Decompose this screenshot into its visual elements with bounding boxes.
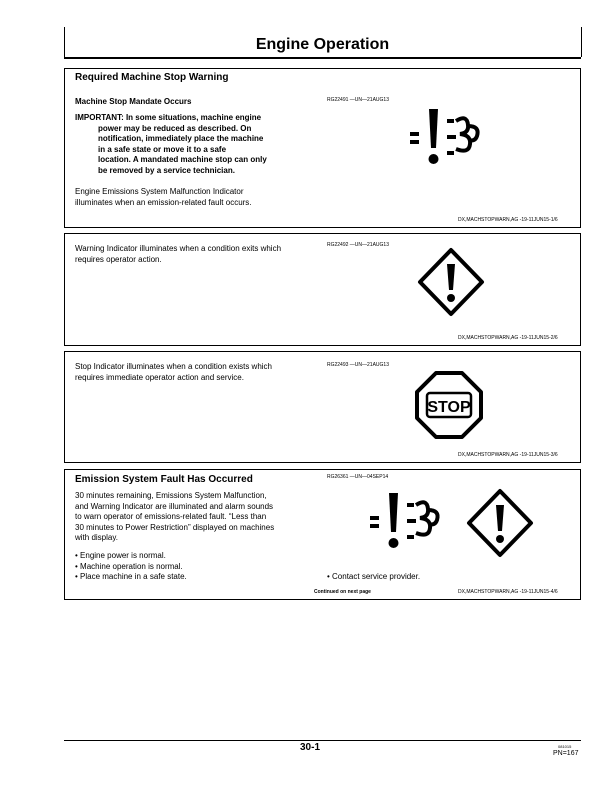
image-ref: RG22491 —UN—21AUG13 (327, 97, 389, 103)
part-number: PN=167 (553, 750, 579, 757)
body-line-1: Warning Indicator illuminates when a condition exits which (75, 244, 282, 253)
body-line-3: to warn operator of emissions-related fault. “Less than (75, 512, 267, 521)
important-line-2: power may be reduced as described. On (98, 123, 252, 133)
bullet-item: • Contact service provider. (327, 572, 421, 581)
date-code: 081015 (558, 744, 572, 749)
title-rule (64, 57, 581, 59)
section-subheading: Machine Stop Mandate Occurs (75, 97, 192, 106)
doc-ref: DX,MACHSTOPWARN,AG -19-11JUN15-4/6 (458, 589, 558, 595)
bullet-item: • Engine power is normal. (75, 551, 166, 560)
continued-note: Continued on next page (314, 589, 371, 595)
footer-rule (64, 740, 581, 741)
section-heading: Emission System Fault Has Occurred (75, 474, 253, 485)
doc-ref: DX,MACHSTOPWARN,AG -19-11JUN15-1/6 (458, 217, 558, 223)
important-line-5: location. A mandated machine stop can only (98, 155, 267, 164)
image-ref: RG26361 —UN—04SEP14 (327, 474, 389, 480)
section-heading: Required Machine Stop Warning (75, 72, 229, 83)
bullet-item: • Place machine in a safe state. (75, 572, 187, 581)
body-line-5: with display. (75, 533, 118, 542)
warning-diamond-icon (465, 487, 535, 559)
body-line-1: Engine Emissions System Malfunction Indicator (75, 187, 244, 196)
body-line-4: 30 minutes to Power Restriction” displayed on machines (75, 522, 275, 532)
body-line-2: requires immediate operator action and service. (75, 372, 244, 382)
body-line-2: and Warning Indicator are illuminated and alarm sounds (75, 501, 274, 511)
doc-ref: DX,MACHSTOPWARN,AG -19-11JUN15-2/6 (458, 335, 558, 341)
page-number: 30-1 (299, 742, 320, 753)
body-line-2: illuminates when an emission-related fault occurs. (75, 197, 252, 207)
important-line-3: notification, immediately place the machine (98, 134, 264, 143)
important-line-4: in a safe state or move it to a safe (98, 144, 227, 154)
body-line-2: requires operator action. (75, 254, 162, 264)
warning-diamond-icon (416, 246, 486, 318)
body-line-1: Stop Indicator illuminates when a condition exists which (75, 362, 272, 371)
image-ref: RG22493 —UN—21AUG13 (327, 362, 389, 368)
doc-ref: DX,MACHSTOPWARN,AG -19-11JUN15-3/6 (458, 452, 558, 458)
important-line-6: be removed by a service technician. (98, 165, 235, 175)
emission-malfunction-icon (405, 106, 485, 176)
emission-malfunction-icon (365, 490, 445, 560)
bullet-item: • Machine operation is normal. (75, 561, 183, 571)
page-title: Engine Operation (255, 36, 390, 53)
stop-octagon-icon (414, 370, 484, 440)
body-line-1: 30 minutes remaining, Emissions System Malfunction, (75, 491, 267, 500)
stop-text: STOP (427, 399, 471, 416)
important-line-1: IMPORTANT: In some situations, machine engine (75, 113, 262, 122)
image-ref: RG22492 —UN—21AUG13 (327, 242, 389, 248)
